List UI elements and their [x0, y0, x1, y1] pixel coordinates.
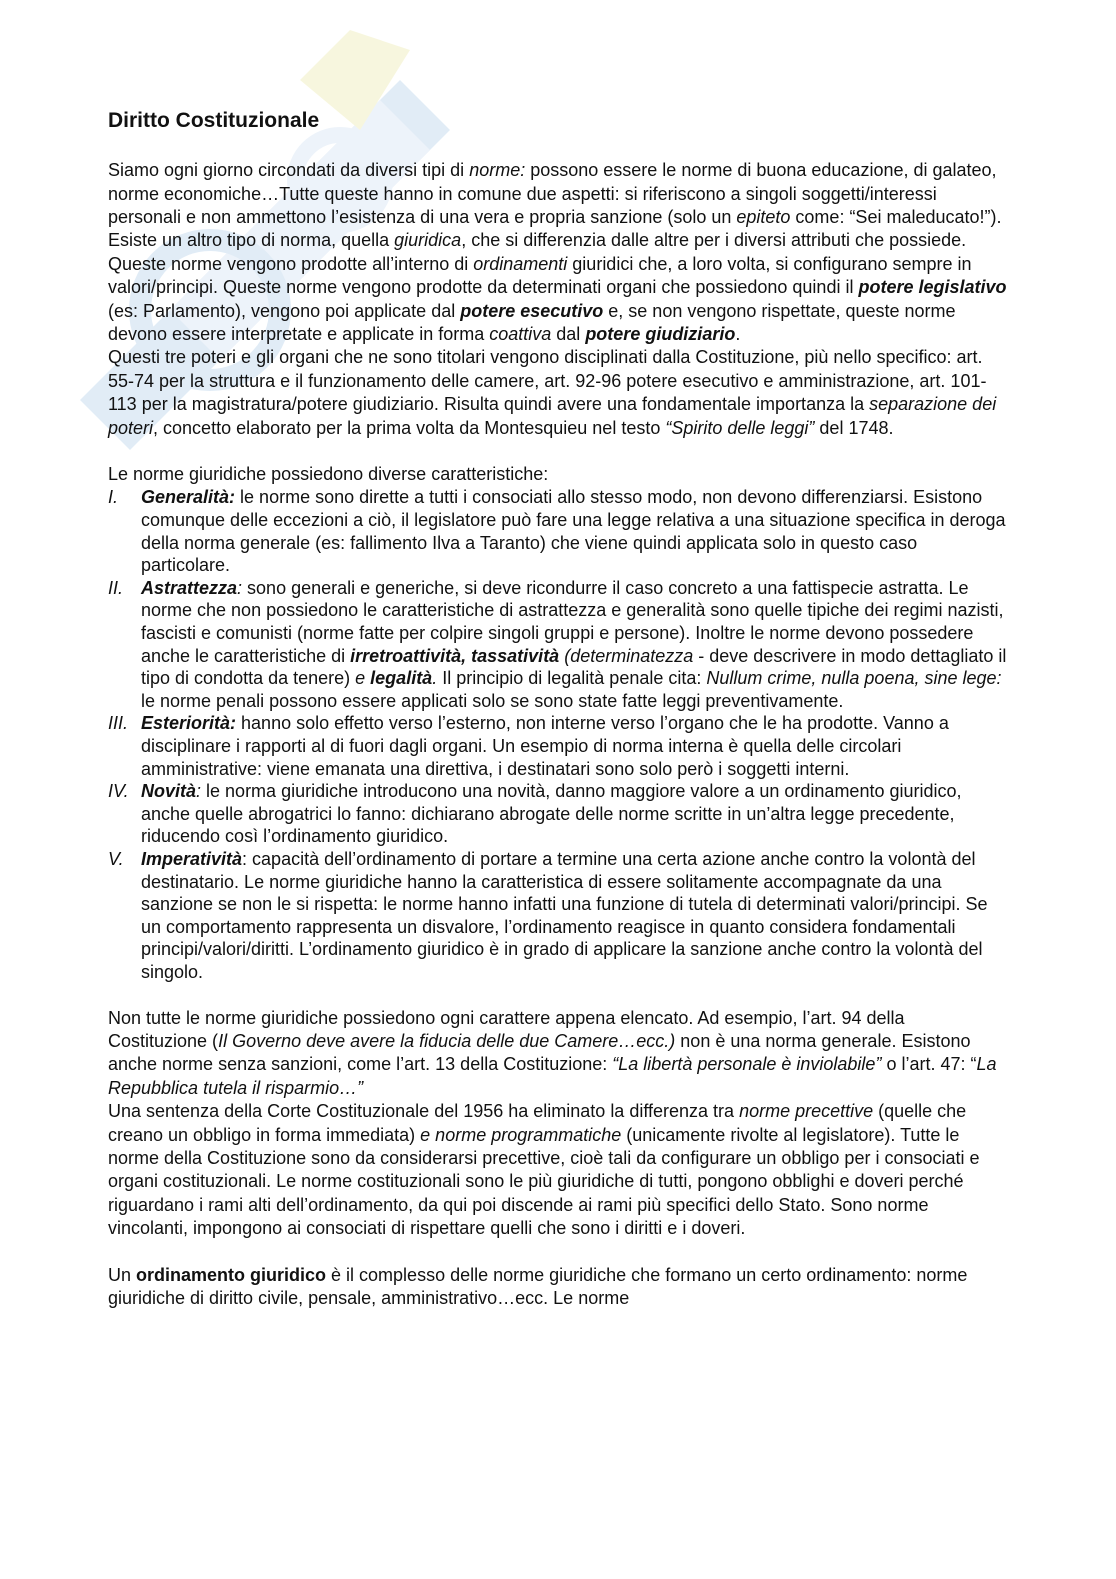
list-item: I. Generalità: le norme sono dirette a tutti i consociati allo stesso modo, non devono differenziarsi. Esistono comunque delle eccezioni a ciò, il legislatore può fare una legge relativa a una situazione specifica in deroga della norma generale (es: fallimento Ilva a Taranto) che viene quindi applicata solo in questo caso particolare. — [108, 487, 1006, 576]
outro-paragraph-1: Non tutte le norme giuridiche possiedono ogni carattere appena elencato. Ad esempio, l’art. 94 della Costituzione (Il Governo deve avere la fiducia delle due Camere…ecc.) non è una norma generale. Esistono anche norme senza sanzioni, come l’art. 13 della Costituzione: “La libertà personale è inviolabile” o l’art. 47: “La Repubblica tutela il risparmio…” — [108, 1007, 997, 1098]
outro-paragraph-3: Un ordinamento giuridico è il complesso delle norme giuridiche che formano un certo ordinamento: norme giuridiche di diritto civile, pensale, amministrativo…ecc. Le norme — [108, 1264, 968, 1308]
intro-paragraph-3: Questi tre poteri e gli organi che ne sono titolari vengono disciplinati dalla Costituzione, più nello specifico: art. 55-74 per la struttura e il funzionamento delle camere, art. 92-96 potere esecutivo e amministrazione, art. 101-113 per la magistratura/potere giudiziario. Risulta quindi avere una fondamentale importanza la separazione dei poteri, concetto elaborato per la prima volta da Montesquieu nel testo “Spirito delle leggi” del 1748. — [108, 347, 997, 438]
characteristics-list — [108, 486, 1008, 983]
list-item: II. Astrattezza: sono generali e generiche, si deve ricondurre il caso concreto a una fattispecie astratta. Le norme che non possiedono le caratteristiche di astrattezza e generalità sono quelle tipiche dei regimi nazisti, fascisti e comunisti (norme fatte per colpire singoli gruppi e persone). Inoltre le norme devono possedere anche le caratteristiche di irretroattività, tassatività (determinatezza - deve descrivere in modo dettagliato il tipo di condotta da tenere) e legalità. Il principio di legalità penale cita: Nullum crime, nulla poena, sine lege: le norme penali possono essere applicati solo se sono state fatte leggi preventivamente. — [108, 577, 1007, 711]
list-item: III. Esteriorità: hanno solo effetto verso l’esterno, non interne verso l’organo che le ha prodotte. Vanno a disciplinare i rapporti al di fuori dagli organi. Un esempio di norma interna è quella delle circolari amministrative: viene emanata una direttiva, i destinatari sono solo però i soggetti interni. — [108, 713, 949, 779]
outro-paragraph-2: Una sentenza della Corte Costituzionale del 1956 ha eliminato la differenza tra norme precettive (quelle che creano un obbligo in forma immediata) e norme programmatiche (unicamente rivolte al legislatore). Tutte le norme della Costituzione sono da considerarsi precettive, cioè tali da configurare un obbligo per i consociati e organi costituzionali. Le norme costituzionali sono le più giuridiche di tutti, pongono obblighi e doveri perché riguardano i rami alti dell’ordinamento, da qui poi discende ai rami più specifici dello Stato. Sono norme vincolanti, impongono ai consociati di rispettare quelli che sono i diritti e i doveri. — [108, 1101, 980, 1239]
list-item: IV. Novità: le norma giuridiche introducono una novità, danno maggiore valore a un ordinamento giuridico, anche quelle abrogatrici lo fanno: dichiarano abrogate delle norme scritte in un’altra legge precedente, riducendo così l’ordinamento giuridico. — [108, 781, 962, 847]
intro-paragraph-1: Siamo ogni giorno circondati da diversi tipi di norme: possono essere le norme di buona educazione, di galateo, norme economiche…Tutte queste hanno in comune due aspetti: si riferiscono a singoli soggetti/interessi personali e non ammettono l’esistenza di una vera e propria sanzione (solo un epiteto come: “Sei maleducato!”). — [108, 160, 1002, 227]
document-title: Diritto Costituzionale — [108, 109, 320, 132]
document-page — [108, 108, 1008, 1310]
characteristics-lead: Le norme giuridiche possiedono diverse caratteristiche: — [108, 464, 549, 485]
intro-paragraph-2: Esiste un altro tipo di norma, quella giuridica, che si differenzia dalle altre per i diversi attributi che possiede. Queste norme vengono prodotte all’interno di ordinamenti giuridici che, a loro volta, si configurano sempre in valori/principi. Queste norme vengono prodotte da determinati organi che possiedono quindi il potere legislativo (es: Parlamento), vengono poi applicate dal potere esecutivo e, se non vengono rispettate, queste norme devono essere interpretate e applicate in forma coattiva dal potere giudiziario. — [108, 230, 1007, 345]
list-item: V. Imperatività: capacità dell’ordinamento di portare a termine una certa azione anche contro la volontà del destinatario. Le norme giuridiche hanno la caratteristica di essere solitamente accompagnate da una sanzione se non le si rispetta: le norme hanno infatti una funzione di tutela di determinati valori/principi. Se un comportamento rappresenta un disvalore, l’ordinamento reagisce in quanto considera fondamentali principi/valori/diritti. L’ordinamento giuridico è in grado di applicare la sanzione anche contro la volontà del singolo. — [108, 848, 988, 982]
